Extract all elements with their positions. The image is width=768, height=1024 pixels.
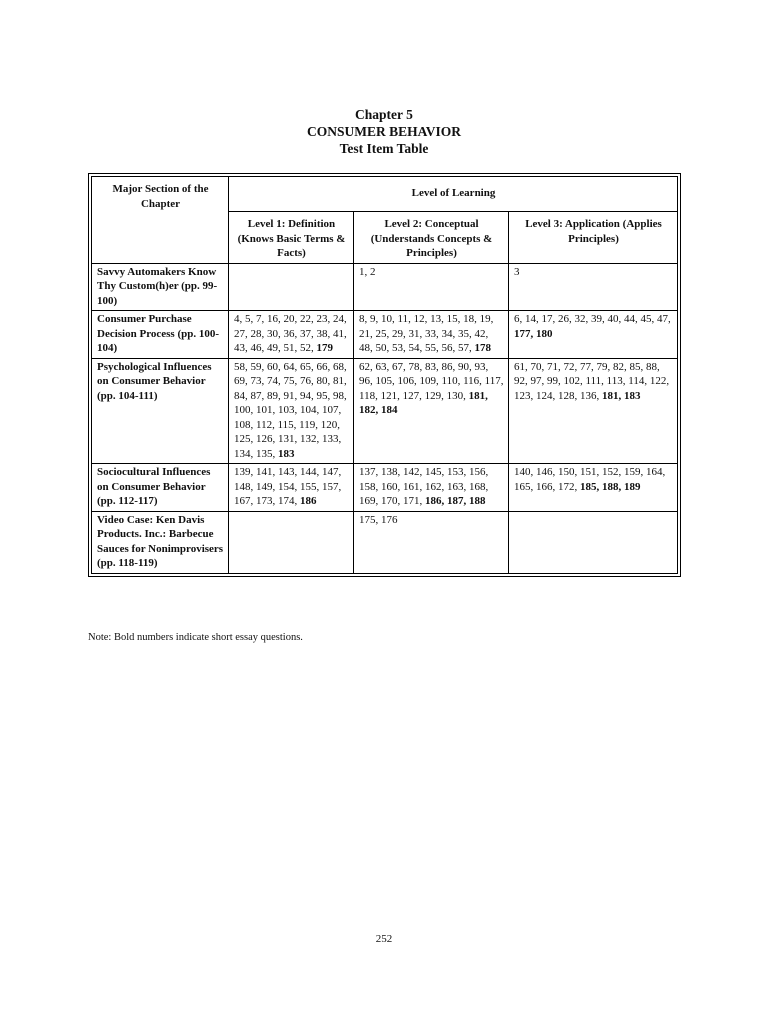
- item-numbers: 61, 70, 71, 72, 77, 79, 82, 85, 88, 92, 97, 99, 102, 111, 113, 114, 122, 123, 124, 128, 136,: [514, 360, 670, 402]
- level-2-cell: [354, 311, 509, 359]
- item-numbers: 175, 176: [359, 513, 398, 526]
- page-number: 252: [375, 933, 393, 945]
- header-level-3: Level 3: Application (Applies Principles): [509, 212, 678, 264]
- essay-item-numbers: 181, 182, 184: [359, 389, 488, 416]
- table-row: [92, 358, 678, 464]
- table-row: [92, 464, 678, 512]
- level-3-cell: [509, 511, 678, 573]
- header-level-1: Level 1: Definition (Knows Basic Terms & Facts): [229, 212, 354, 264]
- level-3-cell: [509, 263, 678, 311]
- item-numbers: 1, 2: [359, 265, 376, 278]
- section-cell: Sociocultural Influences on Consumer Behavior (pp. 112-117): [92, 464, 229, 512]
- level-2-cell: [354, 511, 509, 573]
- table-title: Test Item Table: [339, 141, 429, 156]
- test-item-table-frame: [88, 173, 681, 577]
- level-1-cell: [229, 263, 354, 311]
- item-numbers: 3: [514, 265, 520, 278]
- page-heading: [0, 106, 768, 157]
- item-numbers: 8, 9, 10, 11, 12, 13, 15, 18, 19, 21, 25, 29, 31, 33, 34, 35, 42, 48, 50, 53, 54, 55, 56, 57,: [359, 313, 494, 354]
- level-1-cell: [229, 511, 354, 573]
- item-numbers: 140, 146, 150, 151, 152, 159, 164, 165, 166, 172,: [514, 466, 666, 493]
- chapter-number: Chapter 5: [355, 107, 413, 122]
- header-level-2: Level 2: Conceptual (Understands Concepts & Principles): [354, 212, 509, 264]
- section-cell: Savvy Automakers Know Thy Custom(h)er (pp. 99-100): [92, 263, 229, 311]
- level-1-cell: [229, 311, 354, 359]
- level-1-cell: [229, 358, 354, 464]
- table-header-row: [92, 177, 678, 212]
- essay-item-numbers: 177, 180: [514, 327, 553, 340]
- item-numbers: 139, 141, 143, 144, 147, 148, 149, 154, 155, 157, 167, 173, 174,: [234, 466, 342, 507]
- item-numbers: 6, 14, 17, 26, 32, 39, 40, 44, 45, 47,: [514, 313, 671, 325]
- section-cell: Psychological Influences on Consumer Behavior (pp. 104-111): [92, 358, 229, 464]
- chapter-title: CONSUMER BEHAVIOR: [307, 124, 461, 139]
- table-note: Note: Bold numbers indicate short essay questions.: [88, 632, 303, 643]
- level-2-cell: [354, 358, 509, 464]
- level-3-cell: [509, 311, 678, 359]
- item-numbers: 4, 5, 7, 16, 20, 22, 23, 24, 27, 28, 30, 36, 37, 38, 41, 43, 46, 49, 51, 52,: [234, 313, 347, 354]
- essay-item-numbers: 185, 188, 189: [580, 480, 641, 493]
- header-level-of-learning: Level of Learning: [229, 177, 678, 212]
- table-row: [92, 511, 678, 573]
- level-2-cell: [354, 464, 509, 512]
- essay-item-numbers: 186: [300, 495, 317, 507]
- essay-item-numbers: 183: [278, 447, 295, 460]
- item-numbers: 137, 138, 142, 145, 153, 156, 158, 160, 161, 162, 163, 168, 169, 170, 171,: [359, 466, 489, 507]
- header-major-section: Major Section of the Chapter: [92, 177, 229, 264]
- item-numbers: 62, 63, 67, 78, 83, 86, 90, 93, 96, 105, 106, 109, 110, 116, 117, 118, 121, 127, 129, 130,: [359, 360, 504, 402]
- section-cell: Consumer Purchase Decision Process (pp. 100-104): [92, 311, 229, 359]
- section-cell: Video Case: Ken Davis Products. Inc.: Barbecue Sauces for Nonimprovisers (pp. 118-119): [92, 511, 229, 573]
- item-numbers: 58, 59, 60, 64, 65, 66, 68, 69, 73, 74, 75, 76, 80, 81, 84, 87, 89, 91, 94, 95, 98, 100, 101, 103, 104, 107, 108, 112, 115, 119, 120, 125, 126, 131, 132, 133, 134, 135,: [234, 360, 347, 460]
- table-row: [92, 311, 678, 359]
- essay-item-numbers: 178: [474, 342, 491, 354]
- level-3-cell: [509, 464, 678, 512]
- essay-item-numbers: 186, 187, 188: [425, 495, 486, 507]
- level-3-cell: [509, 358, 678, 464]
- level-2-cell: [354, 263, 509, 311]
- test-item-table: [91, 176, 678, 574]
- table-row: [92, 263, 678, 311]
- level-1-cell: [229, 464, 354, 512]
- essay-item-numbers: 179: [316, 342, 333, 354]
- essay-item-numbers: 181, 183: [602, 389, 641, 402]
